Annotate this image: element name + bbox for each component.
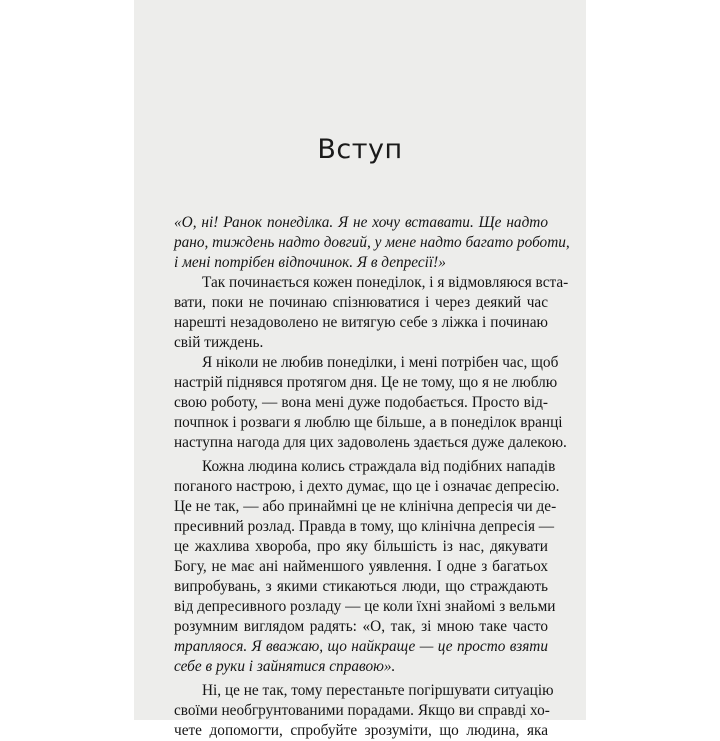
text-line: чете допомогти, спробуйте зрозуміти, що людина, яка	[174, 722, 548, 739]
text-line: Ні, це не так, тому перестаньте погіршувати ситуацію	[202, 682, 554, 699]
text-line: трапляося. Я вважаю, що найкраще — це просто взяти	[174, 638, 548, 655]
text-line: свою роботу, — вона мені дуже подобається. Просто від-	[174, 394, 548, 411]
text-line: нарешті незадоволено не витягую себе з ліжка і починаю	[174, 314, 548, 331]
text-line: це жахлива хвороба, про яку більшість із нас, дякувати	[174, 538, 548, 555]
text-line	[174, 617, 548, 637]
chapter-title: Вступ	[317, 134, 403, 165]
book-page	[134, 0, 586, 739]
text-line: Богу, не має ані найменшого уявлення. І одне з багатьох	[174, 558, 548, 575]
text-line: Я ніколи не любив понеділки, і мені потрібен час, щоб	[202, 354, 559, 371]
text-line: від депресивного розладу — це коли їхні знайомі з вельми	[174, 598, 556, 615]
text-line: пресивний розлад. Правда в тому, що клінічна депресія —	[174, 518, 555, 535]
text-line: вати, поки не починаю спізнюватися і через деякий час	[174, 294, 548, 311]
text-line: Так починається кожен понеділок, і я відмовляюся вста-	[202, 274, 569, 291]
text-line: рано, тиждень надто довгий, у мене надто багато роботи,	[174, 234, 570, 251]
text-line: наступна нагода для цих задоволень здається дуже далекою.	[174, 434, 567, 451]
text-segment: розумним виглядом радять: «О, так, зі мною таке часто	[174, 618, 548, 635]
text-line: Кожна людина колись страждала від подібних нападів	[202, 458, 556, 475]
text-line: «О, ні! Ранок понеділка. Я не хочу вставати. Ще надто	[174, 214, 548, 231]
text-line: поганого настрою, і дехто думає, що це і означає депресію.	[174, 478, 560, 495]
text-line: і мені потрібен відпочинок. Я в депресії!»	[174, 254, 446, 271]
text-line: випробувань, з якими стикаються люди, що страждають	[174, 578, 548, 595]
text-line: своїми необгрунтованими порадами. Якщо ви справді хо-	[174, 702, 550, 719]
text-line: себе в руки і зайнятися справою».	[174, 658, 396, 675]
text-line: свій тиждень.	[174, 334, 264, 351]
text-line: Це не так, — або принаймні це не клінічна депресія чи де-	[174, 498, 557, 515]
text-line: настрій піднявся протягом дня. Це не тому, що я не люблю	[174, 374, 558, 391]
text-line: почпнок і розваги я люблю ще більше, а в понеділок вранці	[174, 414, 563, 431]
